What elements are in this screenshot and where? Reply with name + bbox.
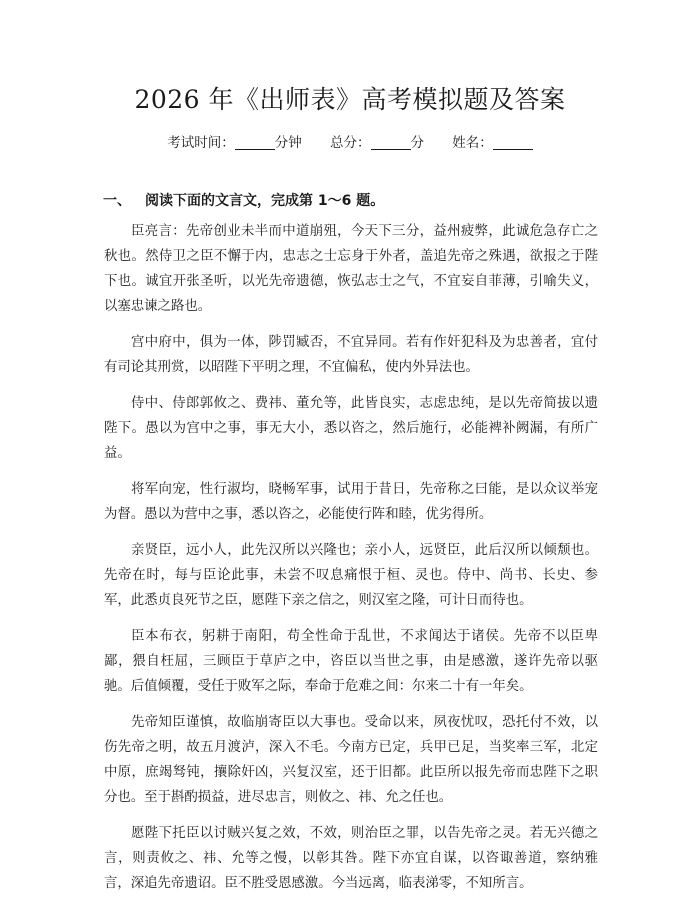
total-score-label: 总分：: [330, 135, 371, 151]
exam-info-line: [0, 131, 700, 151]
section-instruction: 阅读下面的文言文，完成第 1～6 题。: [145, 193, 385, 209]
exam-time-field: [167, 135, 302, 151]
passage-paragraph: 将军向宠，性行淑均，晓畅军事，试用于昔日，先帝称之曰能，是以众议举宠为督。愚以为营中之事，悉以咨之，必能使行阵和睦，优劣得所。: [104, 482, 598, 522]
passage-paragraph: 愿陛下托臣以讨贼兴复之效，不效，则治臣之罪，以告先帝之灵。若无兴德之言，则责攸之、祎、允等之慢，以彰其咎。陛下亦宜自谋，以咨诹善道，察纳雅言，深追先帝遗诏。臣不胜受恩感激。今当远离，临表涕零，不知所言。: [104, 826, 598, 891]
exam-time-blank: [235, 135, 275, 150]
passage-paragraph: 宫中府中，俱为一体，陟罚臧否，不宜异同。若有作奸犯科及为忠善者，宜付有司论其刑赏，以昭陛下平明之理，不宜偏私，使内外异法也。: [104, 335, 598, 375]
passage-paragraph: 侍中、侍郎郭攸之、费祎、董允等，此皆良实，志虑忠纯，是以先帝简拔以遗陛下。愚以为宫中之事，事无大小，悉以咨之，然后施行，必能裨补阙漏，有所广益。: [104, 396, 598, 461]
passage-paragraph: 臣亮言：先帝创业未半而中道崩殂，今天下三分，益州疲弊，此诚危急存亡之秋也。然侍卫之臣不懈于内，忠志之士忘身于外者，盖追先帝之殊遇，欲报之于陛下也。诚宜开张圣听，以光先帝遗德，恢弘志士之气，不宜妄自菲薄，引喻失义，以塞忠谏之路也。: [104, 224, 598, 314]
passage-text: [104, 219, 598, 907]
passage-paragraph: 亲贤臣，远小人，此先汉所以兴隆也；亲小人，远贤臣，此后汉所以倾颓也。先帝在时，每与臣论此事，未尝不叹息痛恨于桓、灵也。侍中、尚书、长史、参军，此悉贞良死节之臣，愿陛下亲之信之，则汉室之隆，可计日而待也。: [104, 543, 598, 608]
section-number: 一、: [103, 193, 131, 209]
student-name-blank: [493, 135, 533, 150]
page-title: 2026 年《出师表》高考模拟题及答案: [134, 85, 566, 114]
exam-time-label: 考试时间：: [167, 135, 235, 151]
total-score-field: [330, 135, 424, 151]
section-heading: [103, 190, 384, 210]
student-name-label: 姓名：: [452, 135, 493, 151]
exam-time-unit: 分钟: [274, 135, 302, 151]
total-score-unit: 分: [410, 135, 424, 151]
student-name-field: [452, 135, 533, 151]
passage-paragraph: 臣本布衣，躬耕于南阳，苟全性命于乱世，不求闻达于诸侯。先帝不以臣卑鄙，猥自枉屈，三顾臣于草庐之中，咨臣以当世之事，由是感激，遂许先帝以驱驰。后值倾覆，受任于败军之际，奉命于危难之间：尔来二十有一年矣。: [104, 629, 598, 694]
total-score-blank: [371, 135, 411, 150]
passage-paragraph: 先帝知臣谨慎，故临崩寄臣以大事也。受命以来，夙夜忧叹，恐托付不效，以伤先帝之明，故五月渡泸，深入不毛。今南方已定，兵甲已足，当奖率三军，北定中原，庶竭驽钝，攘除奸凶，兴复汉室，还于旧都。此臣所以报先帝而忠陛下之职分也。至于斟酌损益，进尽忠言，则攸之、祎、允之任也。: [104, 715, 598, 805]
